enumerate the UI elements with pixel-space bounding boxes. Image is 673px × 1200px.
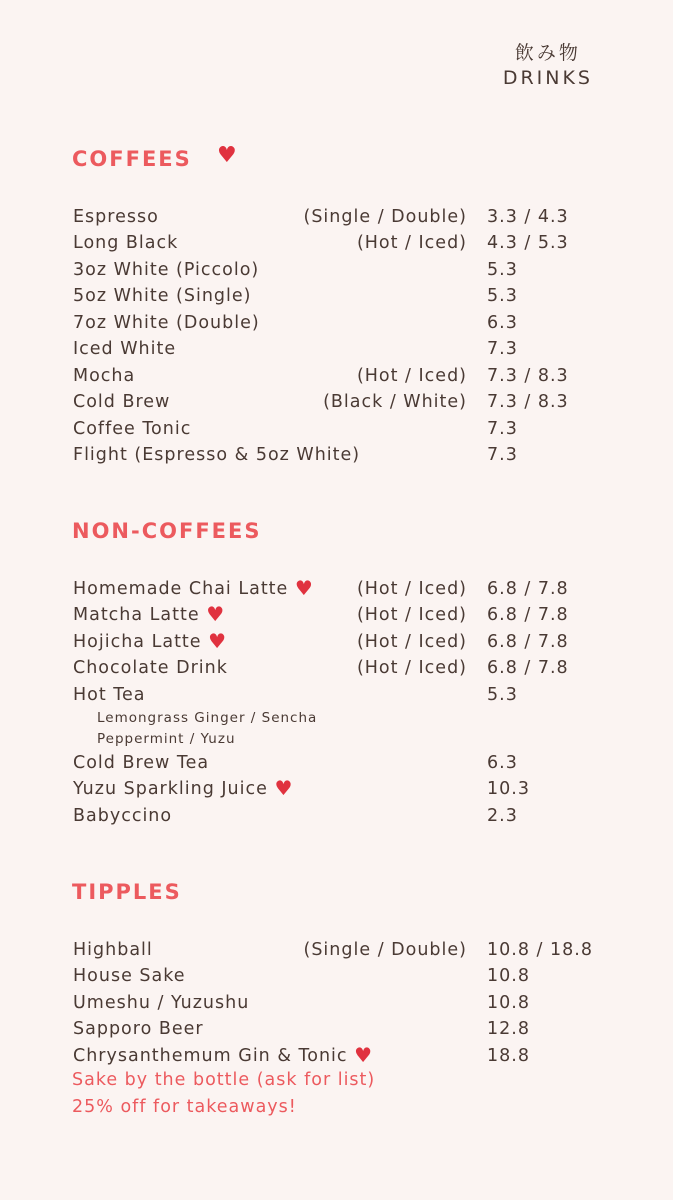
item-price: 7.3 / 8.3	[487, 366, 569, 386]
item-name: 5oz White (Single)	[73, 286, 252, 306]
item-name: Cold Brew	[73, 392, 171, 412]
item-name: Coffee Tonic	[73, 419, 192, 439]
menu-item	[73, 416, 613, 442]
item-name: Umeshu / Yuzushu	[73, 993, 250, 1013]
menu-item	[73, 803, 613, 829]
coffees-title: COFFEES	[72, 147, 192, 171]
heart-icon: ♥	[294, 576, 314, 600]
menu-item	[73, 990, 613, 1016]
item-price: 2.3	[487, 806, 518, 826]
heart-icon: ♥	[208, 629, 228, 653]
header-japanese: 飲み物	[514, 42, 581, 64]
item-options: (Black / White)	[323, 392, 467, 412]
item-price: 10.8 / 18.8	[487, 940, 593, 960]
item-name: Homemade Chai Latte ♥	[73, 576, 314, 600]
heart-icon: ♥	[217, 143, 237, 168]
item-name: Flight (Espresso & 5oz White)	[73, 445, 361, 465]
item-name: Highball	[73, 940, 153, 960]
heart-icon: ♥	[274, 776, 294, 800]
item-options: (Hot / Iced)	[356, 579, 467, 599]
tea-options-line: Lemongrass Ginger / Sencha	[97, 710, 318, 726]
item-price: 6.8 / 7.8	[487, 658, 569, 678]
menu-item	[73, 963, 613, 989]
item-price: 7.3	[487, 339, 518, 359]
noncoffees-title: NON-COFFEES	[72, 519, 262, 543]
menu-item	[73, 776, 613, 802]
item-name: Chocolate Drink	[73, 658, 228, 678]
item-name: Long Black	[73, 233, 179, 253]
tipples-title: TIPPLES	[72, 880, 182, 904]
item-price: 5.3	[487, 286, 518, 306]
item-options: (Single / Double)	[303, 207, 467, 227]
item-price: 5.3	[487, 260, 518, 280]
item-name: Chrysanthemum Gin & Tonic ♥	[73, 1043, 374, 1067]
menu-item	[73, 602, 613, 628]
menu-item	[73, 1043, 613, 1069]
sake-bottle-note: Sake by the bottle (ask for list)	[72, 1070, 376, 1090]
menu-item	[73, 1016, 613, 1042]
item-name: House Sake	[73, 966, 186, 986]
menu-item	[73, 442, 613, 468]
item-price: 3.3 / 4.3	[487, 207, 569, 227]
item-name: 3oz White (Piccolo)	[73, 260, 260, 280]
menu-item	[73, 750, 613, 776]
item-options: (Hot / Iced)	[356, 605, 467, 625]
heart-icon: ♥	[354, 1043, 374, 1067]
item-price: 12.8	[487, 1019, 530, 1039]
item-price: 7.3	[487, 445, 518, 465]
item-price: 4.3 / 5.3	[487, 233, 569, 253]
menu-item	[73, 655, 613, 681]
item-options: (Single / Double)	[303, 940, 467, 960]
header-english: DRINKS	[502, 67, 593, 89]
menu-item	[73, 682, 613, 708]
item-name: Hot Tea	[73, 685, 146, 705]
item-price: 10.3	[487, 779, 530, 799]
menu-item	[73, 336, 613, 362]
item-price: 6.3	[487, 753, 518, 773]
menu-item	[73, 257, 613, 283]
item-price: 10.8	[487, 993, 530, 1013]
item-price: 18.8	[487, 1046, 530, 1066]
menu-item	[73, 204, 613, 230]
item-options: (Hot / Iced)	[356, 658, 467, 678]
menu-item	[73, 363, 613, 389]
menu-item	[73, 937, 613, 963]
item-price: 5.3	[487, 685, 518, 705]
item-name: Cold Brew Tea	[73, 753, 210, 773]
tea-options-line: Peppermint / Yuzu	[97, 731, 236, 747]
menu-item	[73, 576, 613, 602]
item-name: Sapporo Beer	[73, 1019, 204, 1039]
heart-icon: ♥	[206, 602, 226, 626]
item-price: 6.8 / 7.8	[487, 605, 569, 625]
menu-item	[73, 283, 613, 309]
item-price: 6.3	[487, 313, 518, 333]
item-name: 7oz White (Double)	[73, 313, 260, 333]
item-name: Hojicha Latte ♥	[73, 629, 228, 653]
menu-item	[73, 310, 613, 336]
item-price: 6.8 / 7.8	[487, 632, 569, 652]
item-options: (Hot / Iced)	[356, 233, 467, 253]
item-options: (Hot / Iced)	[356, 632, 467, 652]
item-price: 7.3	[487, 419, 518, 439]
menu-header	[503, 38, 593, 89]
item-name: Yuzu Sparkling Juice ♥	[73, 776, 294, 800]
item-name: Babyccino	[73, 806, 173, 826]
item-price: 10.8	[487, 966, 530, 986]
menu-item	[73, 389, 613, 415]
item-options: (Hot / Iced)	[356, 366, 467, 386]
item-price: 7.3 / 8.3	[487, 392, 569, 412]
menu-item	[73, 230, 613, 256]
item-price: 6.8 / 7.8	[487, 579, 569, 599]
item-name: Espresso	[73, 207, 159, 227]
item-name: Iced White	[73, 339, 177, 359]
menu-item	[73, 629, 613, 655]
takeaway-discount-note: 25% off for takeaways!	[72, 1097, 297, 1117]
item-name: Matcha Latte ♥	[73, 602, 226, 626]
item-name: Mocha	[73, 366, 136, 386]
